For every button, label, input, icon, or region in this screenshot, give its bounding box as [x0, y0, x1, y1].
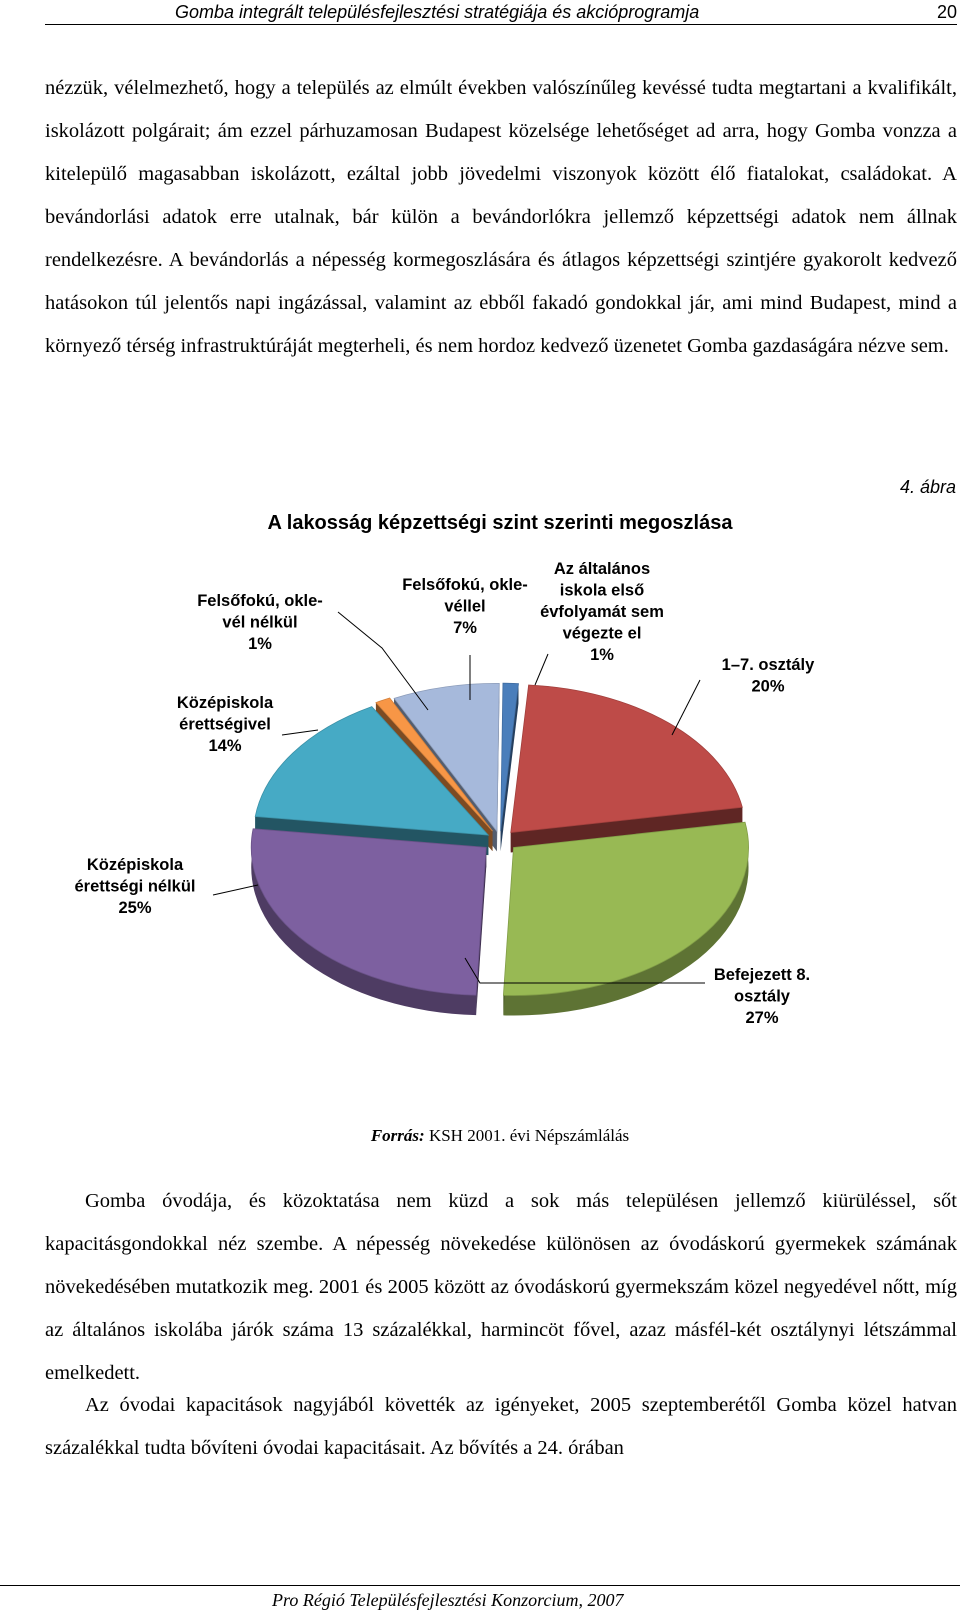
header-title: Gomba integrált településfejlesztési stratégiája és akcióprogramja — [175, 2, 700, 22]
pie-leader-0 — [535, 654, 548, 685]
pie-label-1 — [722, 656, 815, 696]
pie-label-line: Középiskola — [86, 856, 184, 874]
pie-label-line: 7% — [453, 619, 477, 637]
pie-leader-3 — [213, 885, 258, 895]
pie-slice-3 — [251, 829, 486, 995]
pie-label-line: iskola első — [559, 581, 645, 600]
pie-label-line: osztály — [734, 987, 790, 1006]
paragraph-1: nézzük, vélelmezhető, hogy a település az elmúlt években valószínűleg kevéssé tudta megtartani a kvalifikált, iskolázott polgárait; ám ezzel párhuzamosan Budapest közelsége lehetőséget ad arra, hogy Gomba vonzza a kitelepülő magasabban iskolázott, ezáltal jobb jövedelmi viszonyok között élő fiatalokat, családokat. A bevándorlási adatok erre utalnak, bár külön a bevándorlókra jellemző képzettségi adatok nem állnak rendelkezésre. A bevándorlás a népesség kormegoszlására és átlagos képzettségi szintjére gyakorolt kedvező hatásokon túl jelentős napi ingázással, valamint az ebből fakadó gondokkal jár, ami mind Budapest, mind a környező térség infrastruktúráját megterheli, és nem hordoz kedvező üzenetet Gomba gazdaságára nézve sem. — [45, 77, 957, 357]
pie-label-line: 1% — [248, 635, 272, 653]
source-label: Forrás: — [370, 1126, 425, 1145]
pie-label-line: véllel — [444, 597, 486, 616]
pie-leader-1 — [672, 680, 700, 735]
paragraph-2: Gomba óvodája, és közoktatása nem küzd a sok más településen jellemző kiürüléssel, sőt kapacitásgondokkal néz szembe. A népesség növekedése különösen az óvodáskorú gyermekek számának növekedésében mutatkozik meg. 2001 és 2005 között az óvodáskorú gyermekszám közel negyedével nőtt, míg az általános iskolába járók száma 13 százalékkal, harmincöt fővel, azaz másfél-két osztálynyi létszámmal emelkedett. — [45, 1190, 957, 1384]
pie-label-line: 14% — [208, 737, 242, 755]
figure-label: 4. ábra — [899, 477, 956, 497]
pie-label-line: végezte el — [562, 624, 642, 643]
pie-label-line: érettségi nélkül — [74, 877, 196, 896]
pie-label-line: 25% — [118, 899, 152, 917]
pie-slice-2 — [503, 822, 748, 995]
source-text: KSH 2001. évi Népszámlálás — [424, 1126, 630, 1145]
pie-label-line: Középiskola — [176, 694, 274, 712]
pie-slice-1 — [511, 685, 743, 833]
pie-label-line: Az általános — [553, 560, 651, 578]
chart-title: A lakosság képzettségi szint szerinti megoszlása — [267, 512, 733, 534]
pie-label-line: 20% — [751, 677, 785, 696]
pie-label-line: Befejezett 8. — [713, 966, 811, 984]
pie-label-line: érettségivel — [179, 715, 271, 734]
pie-label-line: 1% — [590, 646, 614, 664]
pie-label-line: vél nélkül — [222, 613, 298, 632]
pie-label-3 — [74, 856, 195, 917]
footer-text: Pro Régió Településfejlesztési Konzorcium, 2007 — [272, 1590, 624, 1610]
page-number: 20 — [936, 2, 957, 22]
pie-label-2 — [714, 966, 810, 1027]
pie-chart — [0, 540, 960, 1100]
figure-source — [0, 1126, 960, 1146]
pie-label-5 — [197, 592, 323, 653]
pie-label-6 — [402, 576, 528, 637]
pie-leader-4 — [282, 730, 318, 735]
page-footer — [0, 1585, 960, 1618]
pie-label-line: évfolyamát sem — [540, 603, 664, 621]
pie-label-line: 1–7. osztály — [721, 656, 815, 674]
page-header — [45, 0, 957, 25]
pie-label-0 — [540, 560, 664, 664]
pie-label-line: 27% — [745, 1009, 779, 1027]
pie-label-line: Felsőfokú, okle- — [197, 592, 323, 610]
pie-label-4 — [177, 694, 274, 755]
paragraph-3: Az óvodai kapacitások nagyjából követték az igényeket, 2005 szeptemberétől Gomba közel hatvan százalékkal tudta bővíteni óvodai kapacitásait. Az bővítés a 24. órában — [45, 1394, 957, 1459]
pie-label-line: Felsőfokú, okle- — [402, 576, 528, 594]
